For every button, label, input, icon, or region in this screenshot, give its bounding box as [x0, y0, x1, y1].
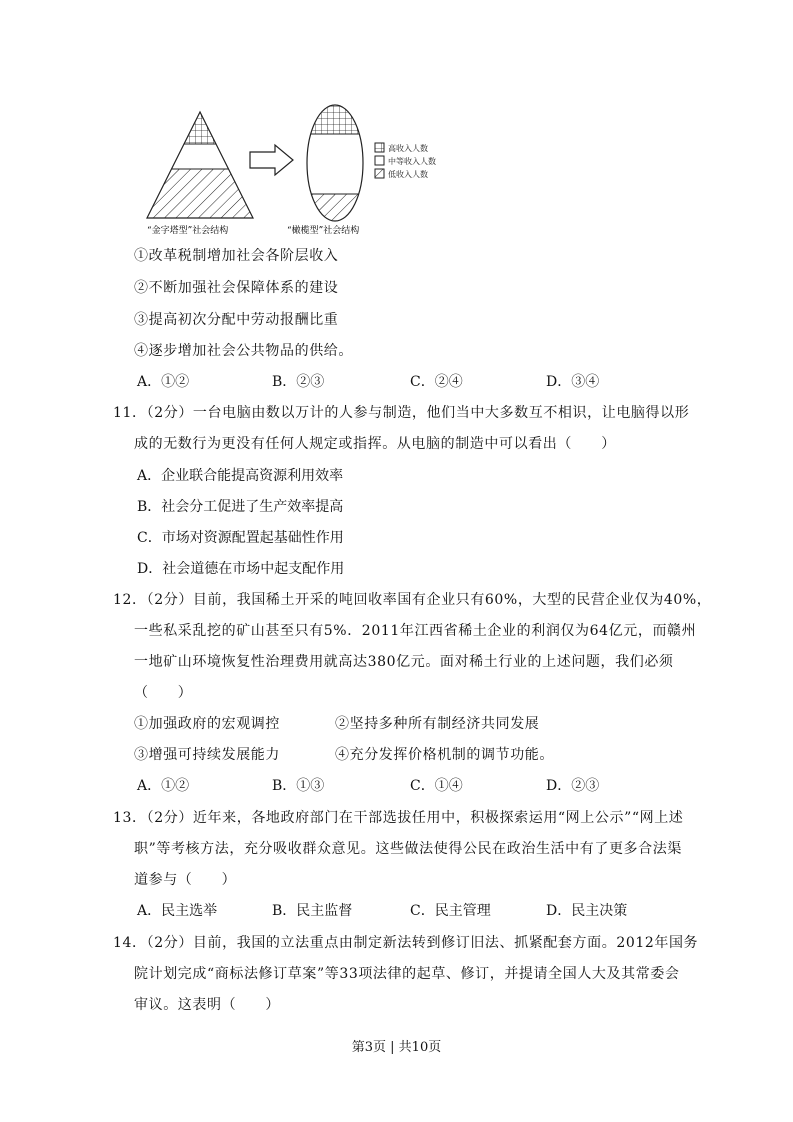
q13-option-a[interactable]: A．民主选举 — [137, 903, 218, 919]
q13-option-c[interactable]: C．民主管理 — [410, 903, 491, 919]
q14-stem: 14．（2分）目前，我国的立法重点由制定新法转到修订旧法、抓紧配套方面。2012年国务 — [113, 935, 699, 951]
q11-option-b[interactable]: B．社会分工促进了生产效率提高 — [137, 499, 344, 515]
q12-option-b[interactable]: B．①③ — [272, 778, 325, 794]
q12-option-a[interactable]: A．①② — [137, 778, 190, 794]
q12-stem: 12．（2分）目前，我国稀土开采的吨回收率国有企业只有60%，大型的民营企业仅为40%， — [113, 592, 712, 608]
olive-caption: “橄榄型”社会结构 — [287, 226, 360, 236]
q11-option-c[interactable]: C．市场对资源配置起基础性作用 — [137, 530, 344, 546]
q10-statement: ③提高初次分配中劳动报酬比重 — [134, 312, 339, 328]
q12-stem: 一地矿山环境恢复性治理费用就高达380亿元。面对稀土行业的上述问题，我们必须 — [134, 654, 674, 670]
q12-stem: 一些私采乱挖的矿山甚至只有5%．2011年江西省稀土企业的利润仅为64亿元，而赣州 — [134, 623, 697, 639]
q10-option-d[interactable]: D．③④ — [546, 374, 600, 390]
q10-option-b[interactable]: B．②③ — [272, 374, 325, 390]
q11-option-d[interactable]: D．社会道德在市场中起支配作用 — [137, 561, 345, 577]
q13-stem: 道参与（ ） — [134, 872, 237, 888]
q12-stem: （ ） — [134, 685, 193, 701]
q11-stem: 11．（2分）一台电脑由数以万计的人参与制造，他们当中大多数互不相识，让电脑得以形 — [113, 405, 690, 421]
q12-statement: ④充分发挥价格机制的调节功能。 — [335, 747, 554, 763]
q10-option-c[interactable]: C．②④ — [410, 374, 463, 390]
q10-statement: ①改革税制增加社会各阶层收入 — [134, 248, 339, 264]
q14-stem: 审议。这表明（ ） — [134, 997, 280, 1013]
q13-stem: 13．（2分）近年来，各地政府部门在干部选拔任用中，积极探索运用“网上公示”“网上述 — [113, 810, 684, 826]
q12-option-d[interactable]: D．②③ — [546, 778, 600, 794]
legend — [375, 143, 436, 179]
q13-option-b[interactable]: B．民主监督 — [272, 903, 353, 919]
q10-statement: ④逐步增加社会公共物品的供给。 — [134, 343, 353, 359]
q12-statement: ①加强政府的宏观调控 — [134, 716, 280, 732]
pyramid-caption: “金字塔型”社会结构 — [147, 226, 229, 236]
legend-low: 低收入人数 — [388, 170, 428, 179]
q10-statement: ②不断加强社会保障体系的建设 — [134, 280, 339, 296]
q11-stem: 成的无数行为更没有任何人规定或指挥。从电脑的制造中可以看出（ ） — [134, 436, 616, 452]
q13-option-d[interactable]: D．民主决策 — [546, 903, 628, 919]
legend-high: 高收入人数 — [388, 144, 428, 153]
q12-statement: ③增强可持续发展能力 — [134, 747, 280, 763]
q13-stem: 职”等考核方法，充分吸收群众意见。这些做法使得公民在政治生活中有了更多合法渠 — [134, 841, 682, 857]
q11-option-a[interactable]: A．企业联合能提高资源利用效率 — [137, 468, 344, 484]
arrow-icon — [250, 145, 293, 175]
q10-option-a[interactable]: A．①② — [137, 374, 190, 390]
q12-statement: ②坚持多种所有制经济共同发展 — [335, 716, 540, 732]
legend-middle: 中等收入人数 — [388, 157, 436, 166]
q14-stem: 院计划完成“商标法修订草案”等33项法律的起草、修订，并提请全国人大及其常委会 — [134, 966, 680, 982]
q12-option-c[interactable]: C．①④ — [410, 778, 463, 794]
page-footer: 第3页 | 共10页 — [351, 1040, 442, 1055]
social-structure-diagram — [135, 100, 455, 240]
